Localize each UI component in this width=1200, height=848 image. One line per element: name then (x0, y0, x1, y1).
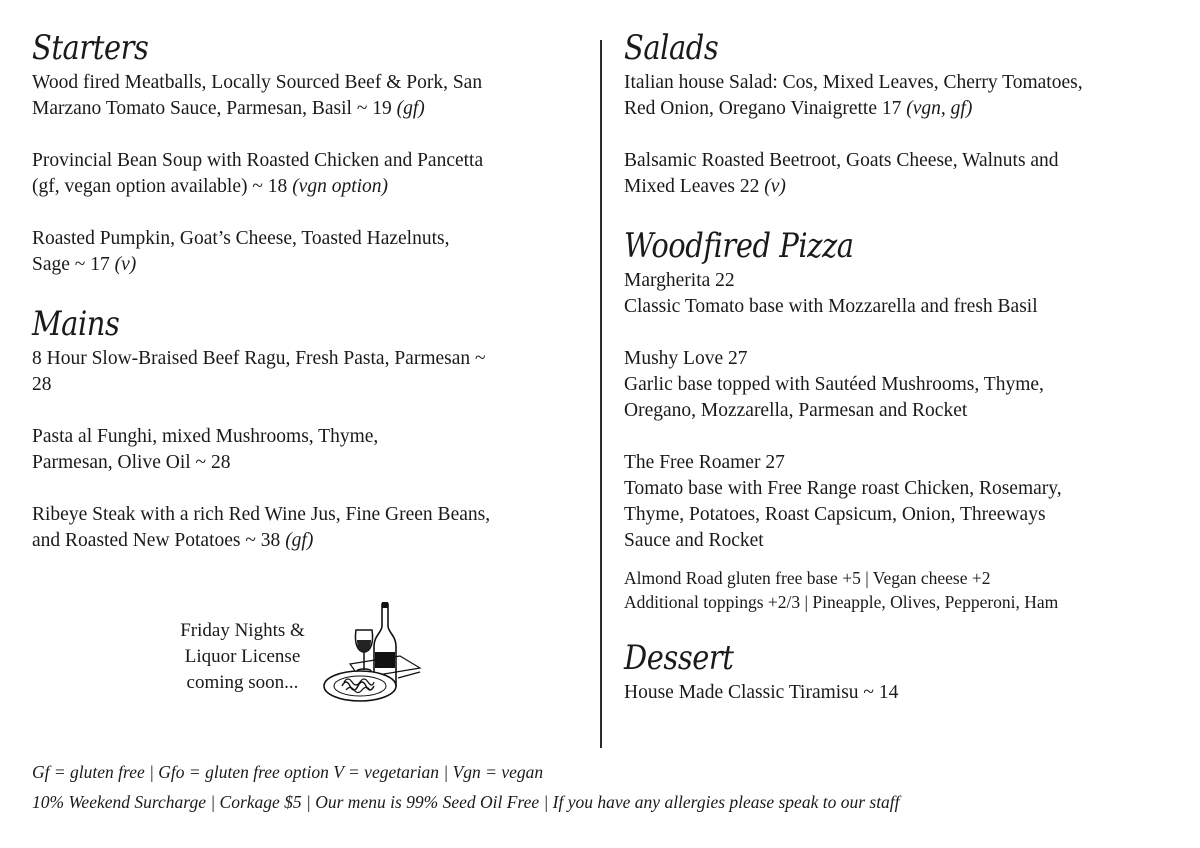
item-line: Oregano, Mozzarella, Parmesan and Rocket (624, 400, 968, 421)
diet-tag: (gf) (285, 530, 314, 551)
menu-item (624, 70, 1184, 122)
item-line: Sage ~ 17 (32, 254, 115, 275)
promo-text (160, 618, 325, 696)
item-line: Thyme, Potatoes, Roast Capsicum, Onion, Threeways (624, 504, 1046, 525)
item-line: Ribeye Steak with a rich Red Wine Jus, Fine Green Beans, (32, 504, 491, 525)
item-line: 28 (32, 374, 52, 395)
diet-tag: (v) (114, 254, 137, 275)
item-line: Marzano Tomato Sauce, Parmesan, Basil ~ 19 (32, 98, 397, 119)
section-title-dessert: Dessert (624, 638, 734, 678)
menu-item (624, 148, 1184, 200)
menu-item (624, 680, 1184, 706)
item-line: Parmesan, Olive Oil ~ 28 (32, 452, 231, 473)
section-title-salads: Salads (624, 28, 719, 68)
menu-item (624, 268, 1184, 320)
item-line: The Free Roamer 27 (624, 452, 785, 473)
promo-line: Liquor License (184, 646, 301, 667)
promo-line: Friday Nights & (180, 620, 305, 641)
item-line: Provincial Bean Soup with Roasted Chicken and Pancetta (32, 150, 484, 171)
item-line: Margherita 22 (624, 270, 735, 291)
item-line: Sauce and Rocket (624, 530, 764, 551)
item-line: Mushy Love 27 (624, 348, 748, 369)
item-line: Balsamic Roasted Beetroot, Goats Cheese, Walnuts and (624, 150, 1059, 171)
column-divider (600, 40, 602, 748)
section-title-pizza: Woodfired Pizza (624, 226, 854, 266)
item-line: House Made Classic Tiramisu ~ 14 (624, 682, 899, 703)
diet-tag: (gf) (396, 98, 425, 119)
diet-legend: Gf = gluten free | Gfo = gluten free option V = vegetarian | Vgn = vegan (32, 762, 544, 782)
item-line: Tomato base with Free Range roast Chicken, Rosemary, (624, 478, 1062, 499)
item-line: Mixed Leaves 22 (624, 176, 765, 197)
menu-item (32, 148, 587, 200)
menu-item (32, 346, 587, 398)
section-title-mains: Mains (32, 304, 120, 344)
pizza-notes (624, 566, 1184, 614)
diet-tag: (vgn, gf) (906, 98, 973, 119)
item-line: (gf, vegan option available) ~ 18 (32, 176, 293, 197)
left-column (32, 28, 587, 580)
diet-tag: (vgn option) (292, 176, 389, 197)
item-line: Pasta al Funghi, mixed Mushrooms, Thyme, (32, 426, 379, 447)
menu-item (624, 450, 1184, 554)
item-line: Red Onion, Oregano Vinaigrette 17 (624, 98, 907, 119)
wine-and-pasta-illustration-icon (320, 600, 425, 710)
menu-item (32, 226, 587, 278)
menu-item (32, 502, 587, 554)
item-line: Garlic base topped with Sautéed Mushrooms, Thyme, (624, 374, 1044, 395)
pizza-note: Almond Road gluten free base +5 | Vegan cheese +2 (624, 568, 991, 588)
item-line: Italian house Salad: Cos, Mixed Leaves, Cherry Tomatoes, (624, 72, 1083, 93)
item-line: and Roasted New Potatoes ~ 38 (32, 530, 286, 551)
pizza-note: Additional toppings +2/3 | Pineapple, Olives, Pepperoni, Ham (624, 592, 1059, 612)
menu-item (32, 70, 587, 122)
promo-line: coming soon... (186, 672, 299, 693)
footer-info: 10% Weekend Surcharge | Corkage $5 | Our menu is 99% Seed Oil Free | If you have any allergies please speak to our staff (32, 792, 900, 812)
item-line: 8 Hour Slow-Braised Beef Ragu, Fresh Pasta, Parmesan ~ (32, 348, 486, 369)
section-title-starters: Starters (32, 28, 149, 68)
right-column (624, 28, 1184, 732)
diet-tag: (v) (764, 176, 786, 197)
menu-item (624, 346, 1184, 424)
item-line: Wood fired Meatballs, Locally Sourced Beef & Pork, San (32, 72, 483, 93)
menu-item (32, 424, 587, 476)
item-line: Classic Tomato base with Mozzarella and fresh Basil (624, 296, 1038, 317)
item-line: Roasted Pumpkin, Goat’s Cheese, Toasted Hazelnuts, (32, 228, 450, 249)
